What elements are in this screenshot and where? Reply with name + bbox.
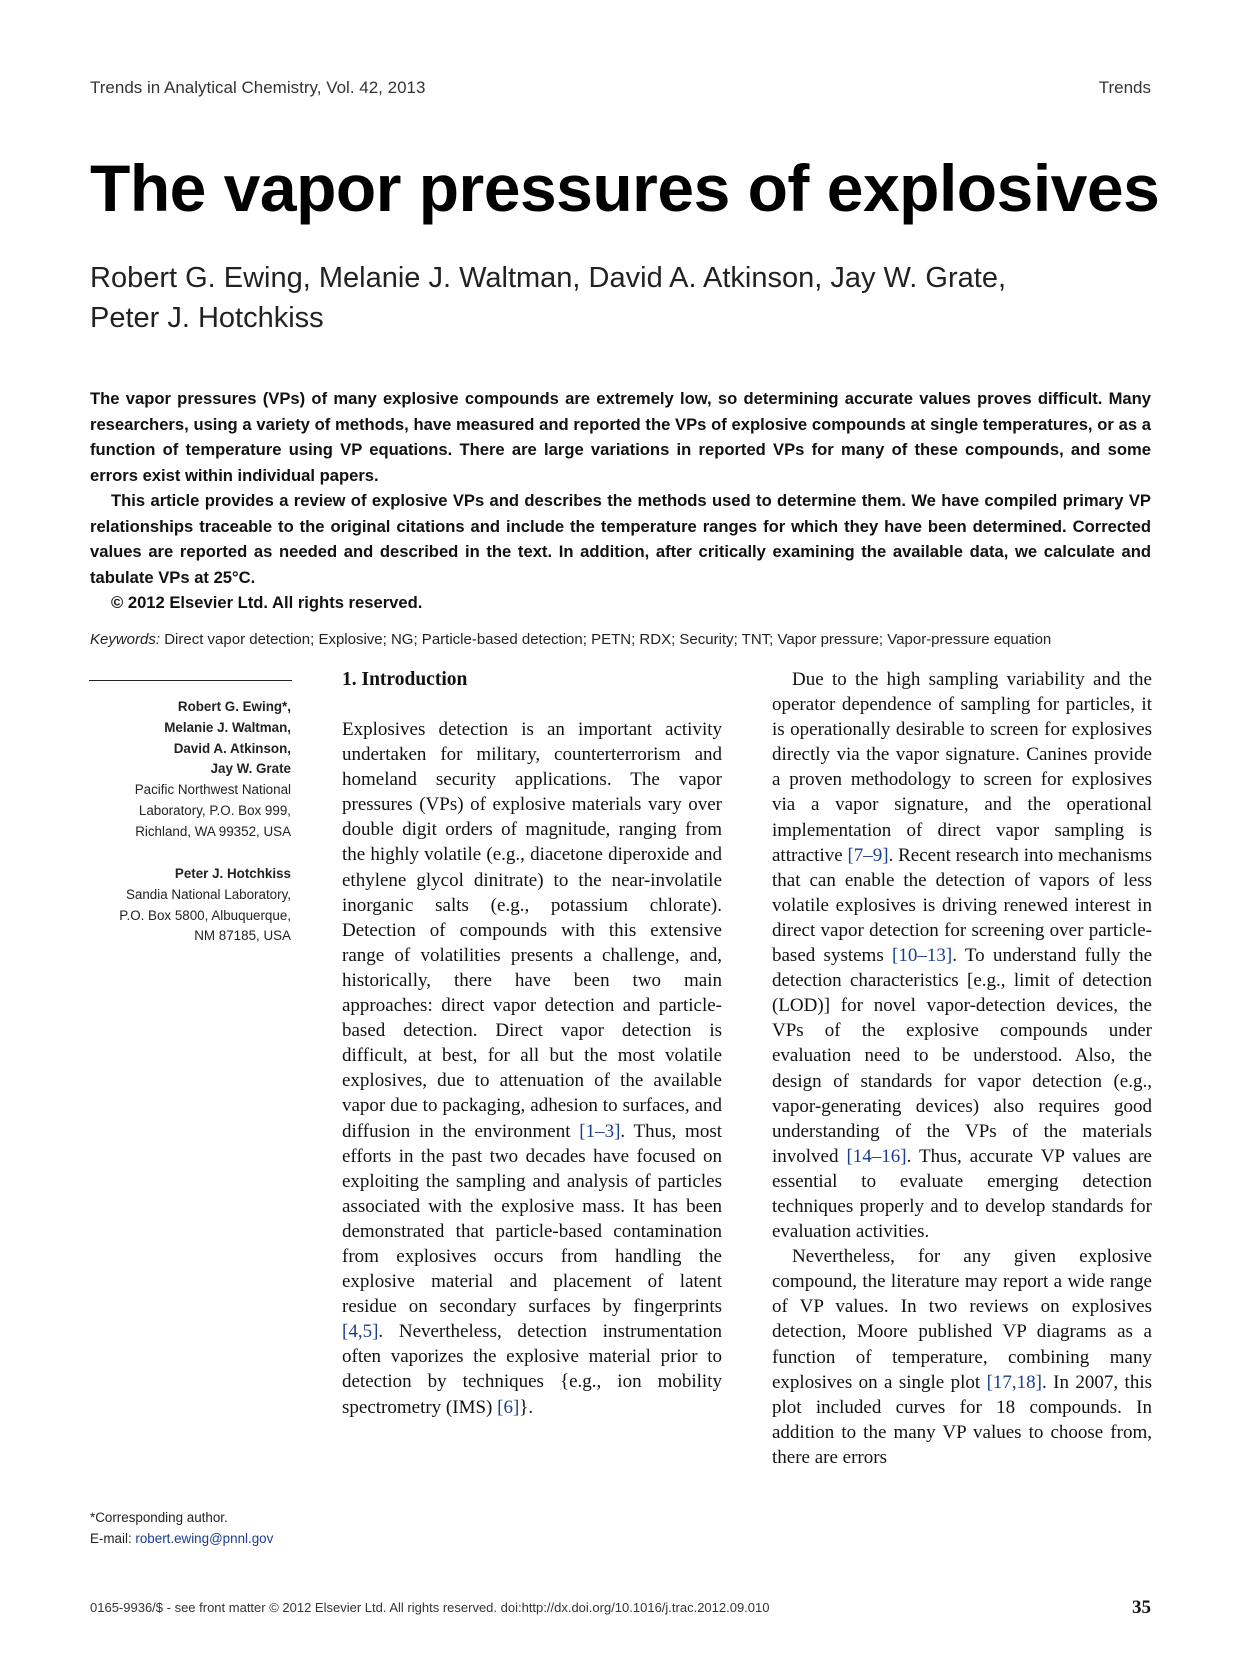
body-text: . Recent research into mechanisms that can enable the detection of vapors of less volatile explosives is driving renewed interest in direct vapor detection for screening over particle-based systems — [772, 844, 1152, 967]
abstract-copyright: © 2012 Elsevier Ltd. All rights reserved. — [111, 593, 423, 612]
body-column-2 — [772, 667, 1152, 1470]
body-text: . To understand fully the detection characteristics [e.g., limit of detection (LOD)] for novel vapor-detection devices, the VPs of the explosive compounds under evaluation need to be understood. Also, the design of standards for vapor detection (e.g., vapor-generating devices) also requires good understanding of the VPs of the materials involved — [772, 945, 1153, 1167]
affiliation-author: Robert G. Ewing*, — [177, 699, 291, 714]
abstract-paragraph-1: The vapor pressures (VPs) of many explosive compounds are extremely low, so determining accurate values proves difficult. Many researchers, using a variety of methods, have measured and reported the VPs of explosive compounds at single temperatures, or as a function of temperature using VP equations. There are large variations in reported VPs for many of these compounds, and some errors exist within individual papers. — [90, 389, 1151, 485]
affiliation-author: Peter J. Hotchkiss — [174, 866, 291, 881]
body-text: . Nevertheless, detection instrumentation often vaporizes the explosive material prior to detection by techniques {e.g., ion mobility spectrometry (IMS) — [342, 1321, 722, 1418]
introduction-paragraph-2 — [772, 667, 1152, 1244]
body-text: }. — [519, 1396, 534, 1418]
affiliation-divider — [89, 680, 292, 681]
article-title: The vapor pressures of explosives — [90, 151, 1160, 225]
email-label: E-mail: — [90, 1531, 136, 1546]
affiliation-group-1 — [90, 697, 291, 843]
keywords-text: Direct vapor detection; Explosive; NG; Particle-based detection; PETN; RDX; Security; TNT; Vapor pressure; Vapor-pressure equation — [164, 631, 1052, 648]
body-text: Explosives detection is an important activity undertaken for military, counterterrorism and homeland security applications. The vapor pressures (VPs) of explosive materials vary over double digit orders of magnitude, ranging from the highly volatile (e.g., diacetone diperoxide and ethylene glycol dinitrate) to the near-involatile inorganic salts (e.g., potassium chlorate). Detection of compounds with this extensive range of volatilities presents a challenge, and, historically, there have been two main approaches: direct vapor detection and particle-based detection. Direct vapor detection is difficult, at best, for all but the most volatile explosives, due to attenuation of the available vapor due to packaging, adhesion to surfaces, and diffusion in the environment — [342, 719, 722, 1142]
author-list — [90, 258, 1150, 338]
introduction-paragraph-3 — [772, 1244, 1152, 1470]
affiliation-address-line: Richland, WA 99352, USA — [135, 823, 291, 839]
corresponding-author-note — [90, 1507, 300, 1549]
body-text: . Thus, most efforts in the past two decades have focused on exploiting the sampling and analysis of particles associated with the explosive mass. It has been demonstrated that particle-based contamination from explosives occurs from handling the explosive material and placement of latent residue on secondary surfaces by fingerprints — [342, 1120, 722, 1318]
affiliation-address-line: Pacific Northwest National — [134, 782, 291, 798]
section-heading-introduction: 1. Introduction — [342, 669, 468, 690]
section-label: Trends — [1098, 78, 1151, 97]
page-number: 35 — [1132, 1597, 1151, 1618]
journal-citation: Trends in Analytical Chemistry, Vol. 42, 2013 — [90, 78, 426, 97]
affiliation-address-line: Laboratory, P.O. Box 999, — [138, 802, 291, 818]
citation-link[interactable]: [1–3] — [579, 1120, 621, 1142]
corresponding-author-label: *Corresponding author. — [90, 1510, 228, 1525]
affiliation-author: Jay W. Grate — [210, 761, 291, 777]
abstract — [90, 386, 1151, 616]
body-text: Nevertheless, for any given explosive compound, the literature may report a wide range of VP values. In two reviews on explosives detection, Moore published VP diagrams as a function of temperature, combining many explosives on a single plot — [772, 1246, 1152, 1393]
corresponding-email-line — [90, 1528, 300, 1549]
author-line-2: Peter J. Hotchkiss — [90, 302, 324, 334]
author-line-1: Robert G. Ewing, Melanie J. Waltman, David A. Atkinson, Jay W. Grate, — [90, 262, 1007, 294]
keywords — [90, 631, 1155, 648]
body-text: . In 2007, this plot included curves for 18 compounds. In addition to the many VP values to choose from, there are errors — [772, 1371, 1153, 1468]
affiliation-author: David A. Atkinson, — [173, 740, 291, 756]
introduction-paragraph-1 — [342, 717, 722, 1420]
citation-link[interactable]: [4,5] — [342, 1321, 379, 1343]
abstract-paragraph-2: This article provides a review of explosive VPs and describes the methods used to determine them. We have compiled primary VP relationships traceable to the original citations and include the temperature ranges for which they have been determined. Corrected values are reported as needed and described in the text. In addition, after critically examining the available data, we calculate and tabulate VPs at 25°C. — [90, 491, 1151, 587]
keywords-label: Keywords: — [90, 631, 161, 648]
body-column-1 — [342, 667, 722, 1420]
email-link[interactable]: robert.ewing@pnnl.gov — [135, 1531, 274, 1546]
page-footer: 0165-9936/$ - see front matter © 2012 Elsevier Ltd. All rights reserved. doi:http://dx.doi.org/10.1016/j.trac.2012.09.010 — [90, 1600, 770, 1615]
citation-link[interactable]: [6] — [497, 1396, 520, 1418]
citation-link[interactable]: [7–9] — [847, 844, 889, 866]
running-head — [90, 78, 1151, 100]
affiliation-group-2 — [90, 864, 291, 947]
citation-link[interactable]: [10–13] — [892, 945, 953, 967]
affiliation-author: Melanie J. Waltman, — [164, 719, 291, 735]
body-text: . Thus, accurate VP values are essential to evaluate emerging detection techniques properly and to develop standards for evaluation activities. — [772, 1145, 1152, 1243]
affiliation-address-line: P.O. Box 5800, Albuquerque, — [119, 907, 291, 923]
body-text: Due to the high sampling variability and the operator dependence of sampling for particles, it is operationally desirable to screen for explosives directly via the vapor signature. Canines provide a proven methodology to screen for explosives via a vapor signature, and the operational implementation of direct vapor sampling is attractive — [772, 669, 1152, 866]
affiliation-address-line: Sandia National Laboratory, — [125, 886, 291, 902]
citation-link[interactable]: [14–16] — [846, 1145, 907, 1167]
affiliation-address-line: NM 87185, USA — [194, 928, 291, 944]
citation-link[interactable]: [17,18] — [986, 1371, 1043, 1393]
